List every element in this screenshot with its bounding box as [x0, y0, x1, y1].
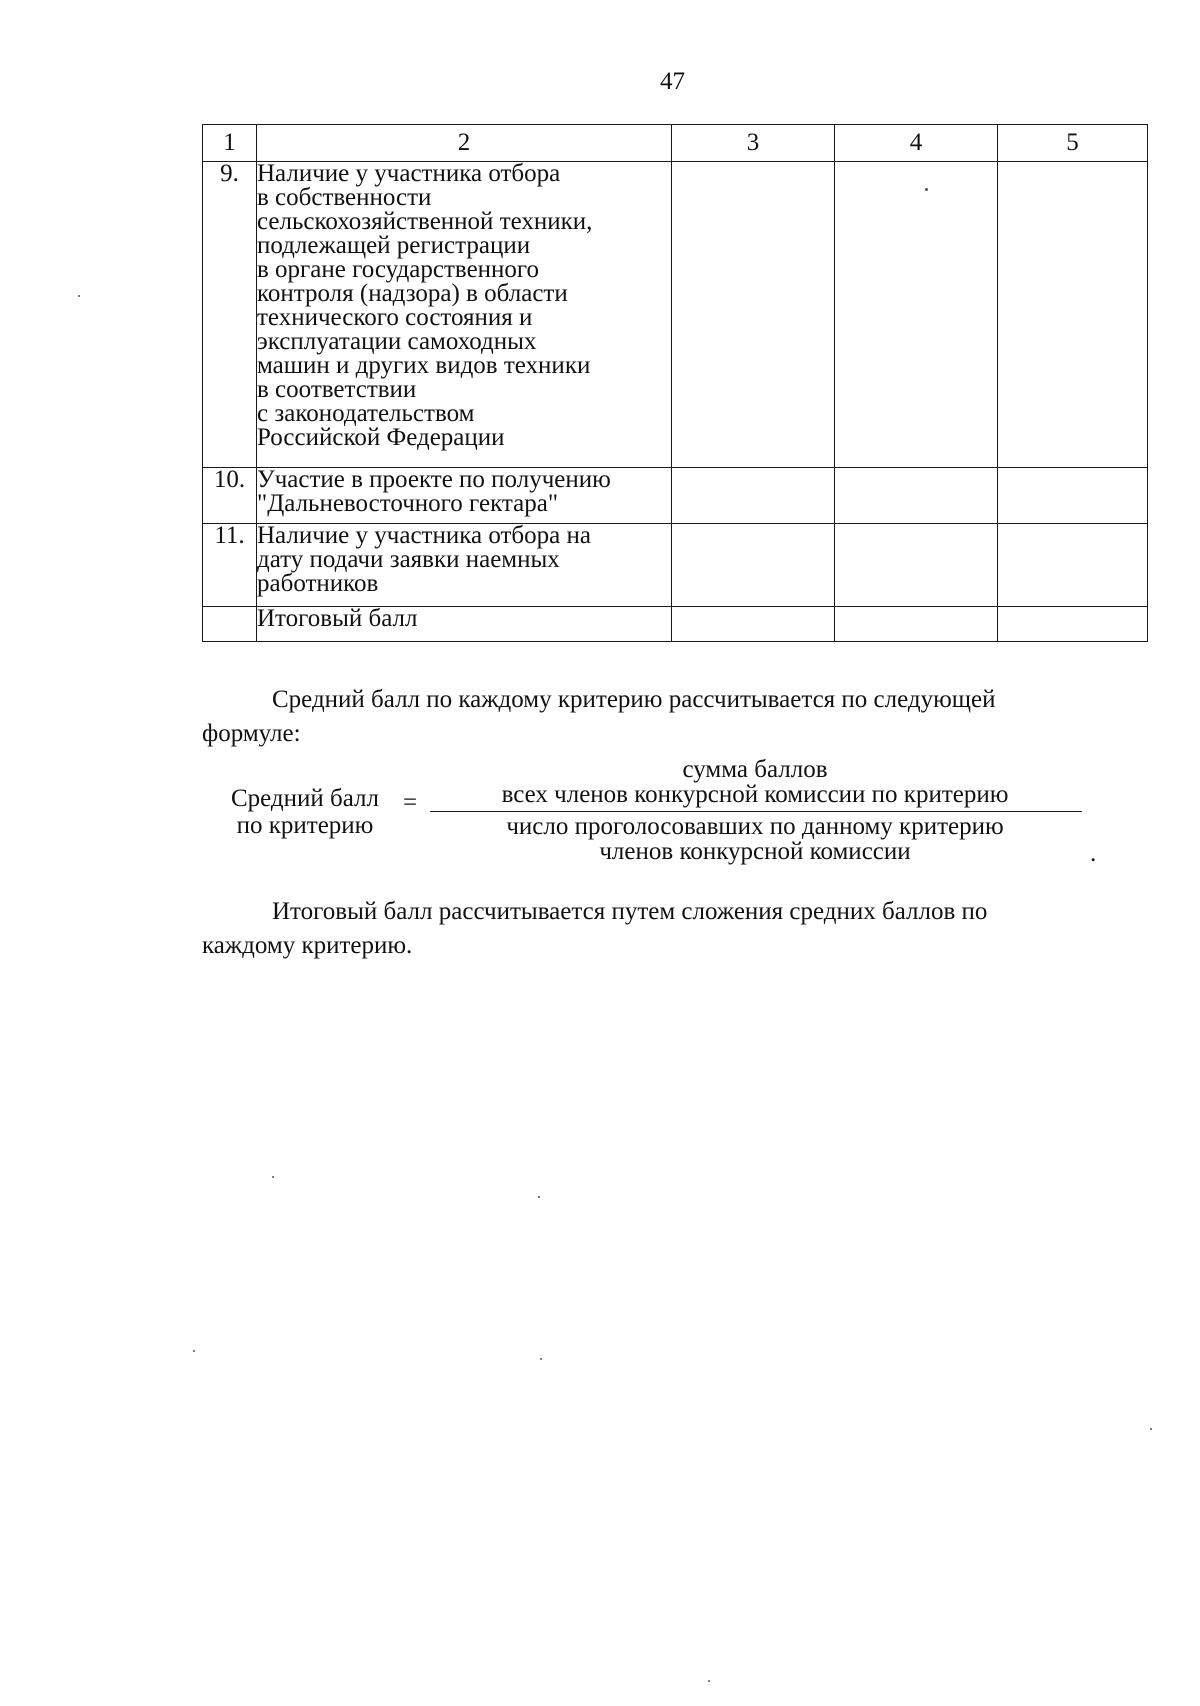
criterion-line: в органе государственного [257, 256, 540, 283]
score-cell-3 [672, 468, 835, 524]
criterion-line: технического состояния и [257, 304, 533, 331]
header-cell-4: 4 [835, 125, 998, 162]
score-cell-5 [998, 162, 1148, 468]
table-row [203, 524, 1148, 607]
criterion-line: машин и других видов техники [257, 352, 591, 379]
criterion-line: Наличие у участника отбора на [257, 522, 591, 549]
row-number: 9. [203, 162, 257, 468]
criterion-line: сельскохозяйственной техники, [257, 208, 593, 235]
header-cell-3: 3 [672, 125, 835, 162]
formula-denominator [430, 814, 1080, 864]
numerator-line: сумма баллов [682, 756, 828, 783]
score-cell-4 [835, 524, 998, 607]
criterion-line: Российской Федерации [257, 424, 505, 451]
scan-speck [708, 1680, 710, 1682]
paragraph-line: Средний балл по каждому критерию рассчитывается по следующей [272, 686, 996, 713]
total-row [203, 607, 1148, 642]
total-cell-5 [998, 607, 1148, 642]
criterion-line: эксплуатации самоходных [257, 328, 537, 355]
formula-numerator [430, 757, 1080, 807]
scan-speck [925, 188, 928, 191]
score-cell-4 [835, 162, 998, 468]
criterion-cell [257, 524, 672, 607]
paragraph-line: формуле: [202, 720, 301, 747]
criterion-line: дату подачи заявки наемных [257, 546, 560, 573]
table-header-row [203, 125, 1148, 162]
formula-intro-paragraph [202, 683, 1147, 751]
row-number: 10. [203, 468, 257, 524]
formula-left-line: по критерию [236, 812, 374, 839]
criterion-cell [257, 162, 672, 468]
criterion-line: с законодательством [257, 400, 475, 427]
scan-speck [272, 1176, 274, 1178]
total-score-paragraph [202, 895, 1147, 963]
paragraph-line: Итоговый балл рассчитывается путем сложения средних баллов по [272, 898, 988, 925]
equals-sign: = [403, 789, 418, 816]
criterion-line: Участие в проекте по получению [257, 466, 611, 493]
total-number-cell [203, 607, 257, 642]
scan-speck [1150, 1428, 1152, 1430]
criterion-line: Наличие у участника отбора [257, 160, 561, 187]
total-label: Итоговый балл [257, 607, 672, 642]
score-cell-3 [672, 162, 835, 468]
row-number: 11. [203, 524, 257, 607]
formula-trailing-dot: . [1090, 840, 1097, 867]
criterion-line: "Дальневосточного гектара" [257, 490, 559, 517]
scan-speck [193, 1350, 195, 1352]
denominator-line: членов конкурсной комиссии [599, 838, 911, 865]
total-cell-4 [835, 607, 998, 642]
page-number: 47 [660, 68, 685, 95]
formula-left-line: Средний балл [230, 785, 380, 812]
paragraph-line: каждому критерию. [202, 932, 413, 959]
formula-left-side [205, 785, 405, 839]
criterion-cell [257, 468, 672, 524]
scan-speck [540, 1358, 542, 1360]
scan-speck [538, 1196, 540, 1198]
scan-speck [78, 295, 80, 297]
header-cell-1: 1 [203, 125, 257, 162]
score-cell-5 [998, 468, 1148, 524]
header-cell-5: 5 [998, 125, 1148, 162]
numerator-line: всех членов конкурсной комиссии по критерию [501, 781, 1009, 808]
criterion-line: в собственности [257, 184, 432, 211]
criterion-line: в соответствии [257, 376, 417, 403]
fraction-bar [430, 811, 1082, 812]
score-cell-4 [835, 468, 998, 524]
total-cell-3 [672, 607, 835, 642]
score-cell-3 [672, 524, 835, 607]
criteria-table [202, 124, 1148, 642]
table-row [203, 162, 1148, 468]
criterion-line: подлежащей регистрации [257, 232, 531, 259]
score-cell-5 [998, 524, 1148, 607]
table-row [203, 468, 1148, 524]
criterion-line: контроля (надзора) в области [257, 280, 568, 307]
denominator-line: число проголосовавших по данному критерию [506, 813, 1004, 840]
header-cell-2: 2 [257, 125, 672, 162]
criterion-line: работников [257, 570, 379, 597]
